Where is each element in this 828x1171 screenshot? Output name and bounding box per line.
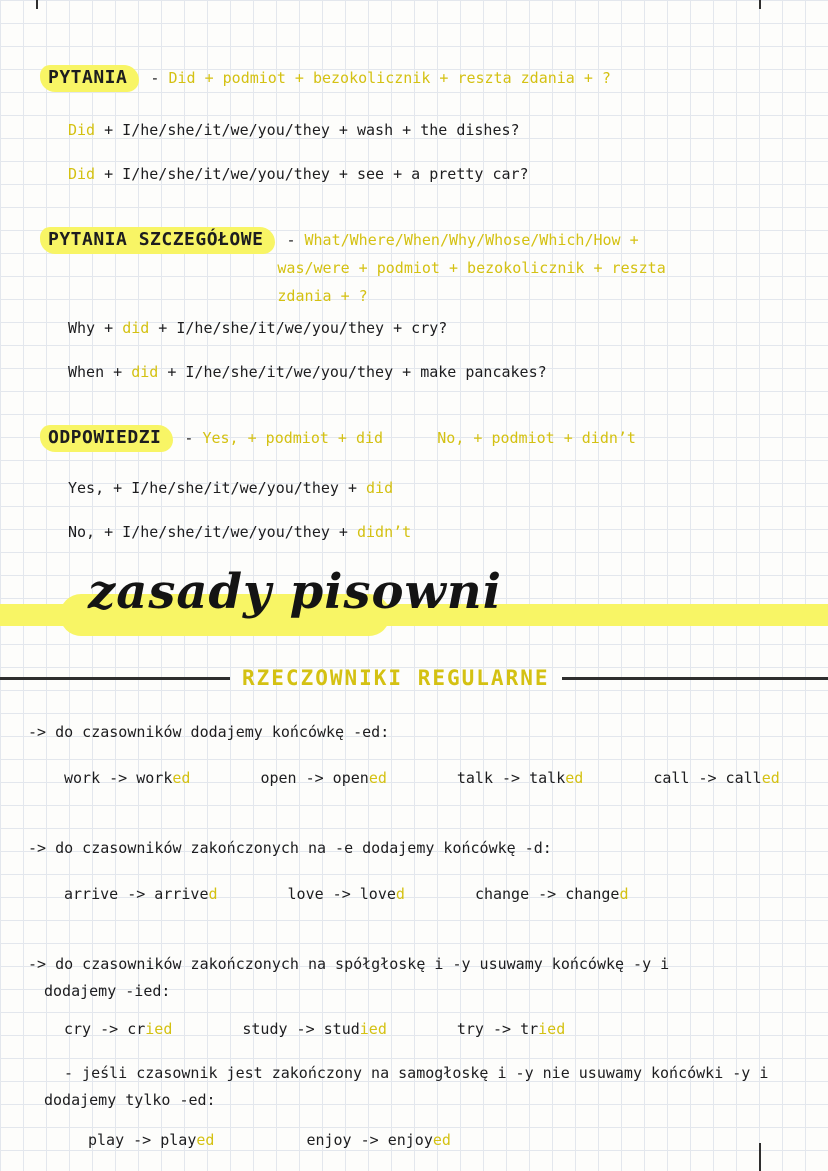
text-segment: No, + I/he/she/it/we/you/they + <box>68 523 357 541</box>
verb-example <box>64 882 218 906</box>
verb-example <box>306 1128 451 1152</box>
text-segment: + I/he/she/it/we/you/they + see + a pretty car? <box>95 165 529 183</box>
text-segment <box>383 429 437 447</box>
text-segment: try -> tr <box>456 1020 539 1038</box>
text-segment: didn’t <box>356 523 412 541</box>
text-segment: open -> open <box>260 769 369 787</box>
verb-example <box>653 766 779 790</box>
text-segment: enjoy -> enjoy <box>306 1131 433 1149</box>
text-segment: play -> play <box>88 1131 197 1149</box>
text-segment: did <box>131 363 159 381</box>
text-line <box>68 316 828 340</box>
text-line <box>68 118 828 142</box>
text-segment: -> do czasowników zakończonych na -e dodajemy końcówkę -d: <box>28 839 552 857</box>
text-segment: arrive -> arrive <box>64 885 209 903</box>
text-segment: dodajemy tylko -ed: <box>44 1091 216 1109</box>
verb-example <box>457 766 583 790</box>
highlighted-title: ODPOWIEDZI <box>40 425 173 452</box>
text-segment: Yes, + I/he/she/it/we/you/they + <box>68 479 367 497</box>
text-segment: -> do czasowników dodajemy końcówkę -ed: <box>28 723 390 741</box>
formula-text <box>173 424 636 452</box>
text-segment: work -> work <box>64 769 173 787</box>
text-segment: did <box>366 479 394 497</box>
text-line <box>68 162 828 186</box>
text-segment: ed <box>172 769 191 787</box>
formula-text <box>139 64 611 92</box>
text-segment: ied <box>145 1020 173 1038</box>
text-line <box>68 360 828 384</box>
text-segment: No, + podmiot + didn’t <box>437 429 636 447</box>
verb-example <box>457 1017 565 1041</box>
text-segment: was/were + podmiot + bezokolicznik + reszta <box>277 259 666 277</box>
text-segment: ed <box>368 769 387 787</box>
text-segment: What/Where/When/Why/Whose/Which/How + <box>304 231 639 249</box>
text-segment: ied <box>538 1020 566 1038</box>
text-segment: - <box>141 69 169 87</box>
formula-line <box>141 64 611 92</box>
formula-line <box>277 254 665 282</box>
highlighted-title: PYTANIA SZCZEGÓŁOWE <box>40 227 275 254</box>
text-segment: love -> love <box>287 885 396 903</box>
text-segment: zdania + ? <box>277 287 368 305</box>
text-segment: ed <box>432 1131 451 1149</box>
page-edge-mark-top-right <box>759 0 761 9</box>
text-segment: + I/he/she/it/we/you/they + wash + the dishes? <box>95 121 520 139</box>
text-segment: + I/he/she/it/we/you/they + make pancakes? <box>158 363 547 381</box>
text-segment: Did <box>68 165 96 183</box>
handwritten-heading <box>0 564 828 654</box>
verb-example <box>64 1017 172 1041</box>
text-segment: Did <box>68 121 96 139</box>
section-heading-pytania <box>40 64 828 92</box>
script-title: zasady pisowni <box>88 564 502 620</box>
formula-line <box>175 424 636 452</box>
text-segment: d <box>395 885 405 903</box>
text-line <box>28 836 828 860</box>
section-heading-odpowiedzi <box>40 424 828 452</box>
page-edge-mark-bottom-right <box>759 1143 761 1171</box>
text-segment: -> do czasowników zakończonych na spółgłoskę i -y usuwamy końcówkę -y i <box>28 955 670 973</box>
divider-title: RZECZOWNIKI REGULARNE <box>242 666 550 690</box>
verb-example <box>475 882 629 906</box>
text-line <box>28 952 828 976</box>
text-segment: change -> change <box>474 885 620 903</box>
formula-line <box>277 226 665 254</box>
text-line <box>68 520 828 544</box>
text-line <box>68 476 828 500</box>
highlighted-title: PYTANIA <box>40 65 139 92</box>
page-edge-mark-top-left <box>36 0 38 9</box>
section-heading-pytania-szczegolowe <box>40 226 828 310</box>
text-segment: Why + <box>68 319 123 337</box>
text-segment: + I/he/she/it/we/you/they + cry? <box>149 319 448 337</box>
text-segment: call -> call <box>653 769 762 787</box>
text-segment: - jeśli czasownik jest zakończony na samogłoskę i -y nie usuwamy końcówki -y i <box>64 1064 769 1082</box>
text-segment: ed <box>761 769 780 787</box>
text-line <box>44 1088 828 1112</box>
text-line <box>64 1061 828 1085</box>
text-segment: study -> stud <box>242 1020 360 1038</box>
text-segment: Yes, + podmiot + did <box>202 429 384 447</box>
text-segment: d <box>208 885 218 903</box>
text-segment: talk -> talk <box>456 769 566 787</box>
examples-row <box>88 1128 828 1152</box>
text-segment: cry -> cr <box>64 1020 146 1038</box>
text-segment: dodajemy -ied: <box>44 982 171 1000</box>
text-segment: Did + podmiot + bezokolicznik + reszta zdania + ? <box>168 69 611 87</box>
text-segment: ed <box>196 1131 215 1149</box>
verb-example <box>242 1017 387 1041</box>
text-segment: ed <box>565 769 584 787</box>
verb-example <box>64 766 190 790</box>
text-segment: - <box>277 231 305 249</box>
text-segment: - <box>175 429 203 447</box>
text-segment: d <box>619 885 629 903</box>
verb-example <box>88 1128 214 1152</box>
text-segment: When + <box>68 363 132 381</box>
examples-row <box>64 766 828 790</box>
text-line <box>28 720 828 744</box>
examples-row <box>64 882 828 906</box>
verb-example <box>288 882 405 906</box>
examples-row <box>64 1017 828 1041</box>
formula-text <box>275 226 665 310</box>
divider-line-left <box>0 677 230 680</box>
verb-example <box>260 766 386 790</box>
text-segment: did <box>122 319 150 337</box>
divider-line-right <box>562 677 828 680</box>
formula-line <box>277 282 665 310</box>
text-line <box>44 979 828 1003</box>
text-segment: ied <box>359 1020 387 1038</box>
divider-heading <box>0 666 828 690</box>
